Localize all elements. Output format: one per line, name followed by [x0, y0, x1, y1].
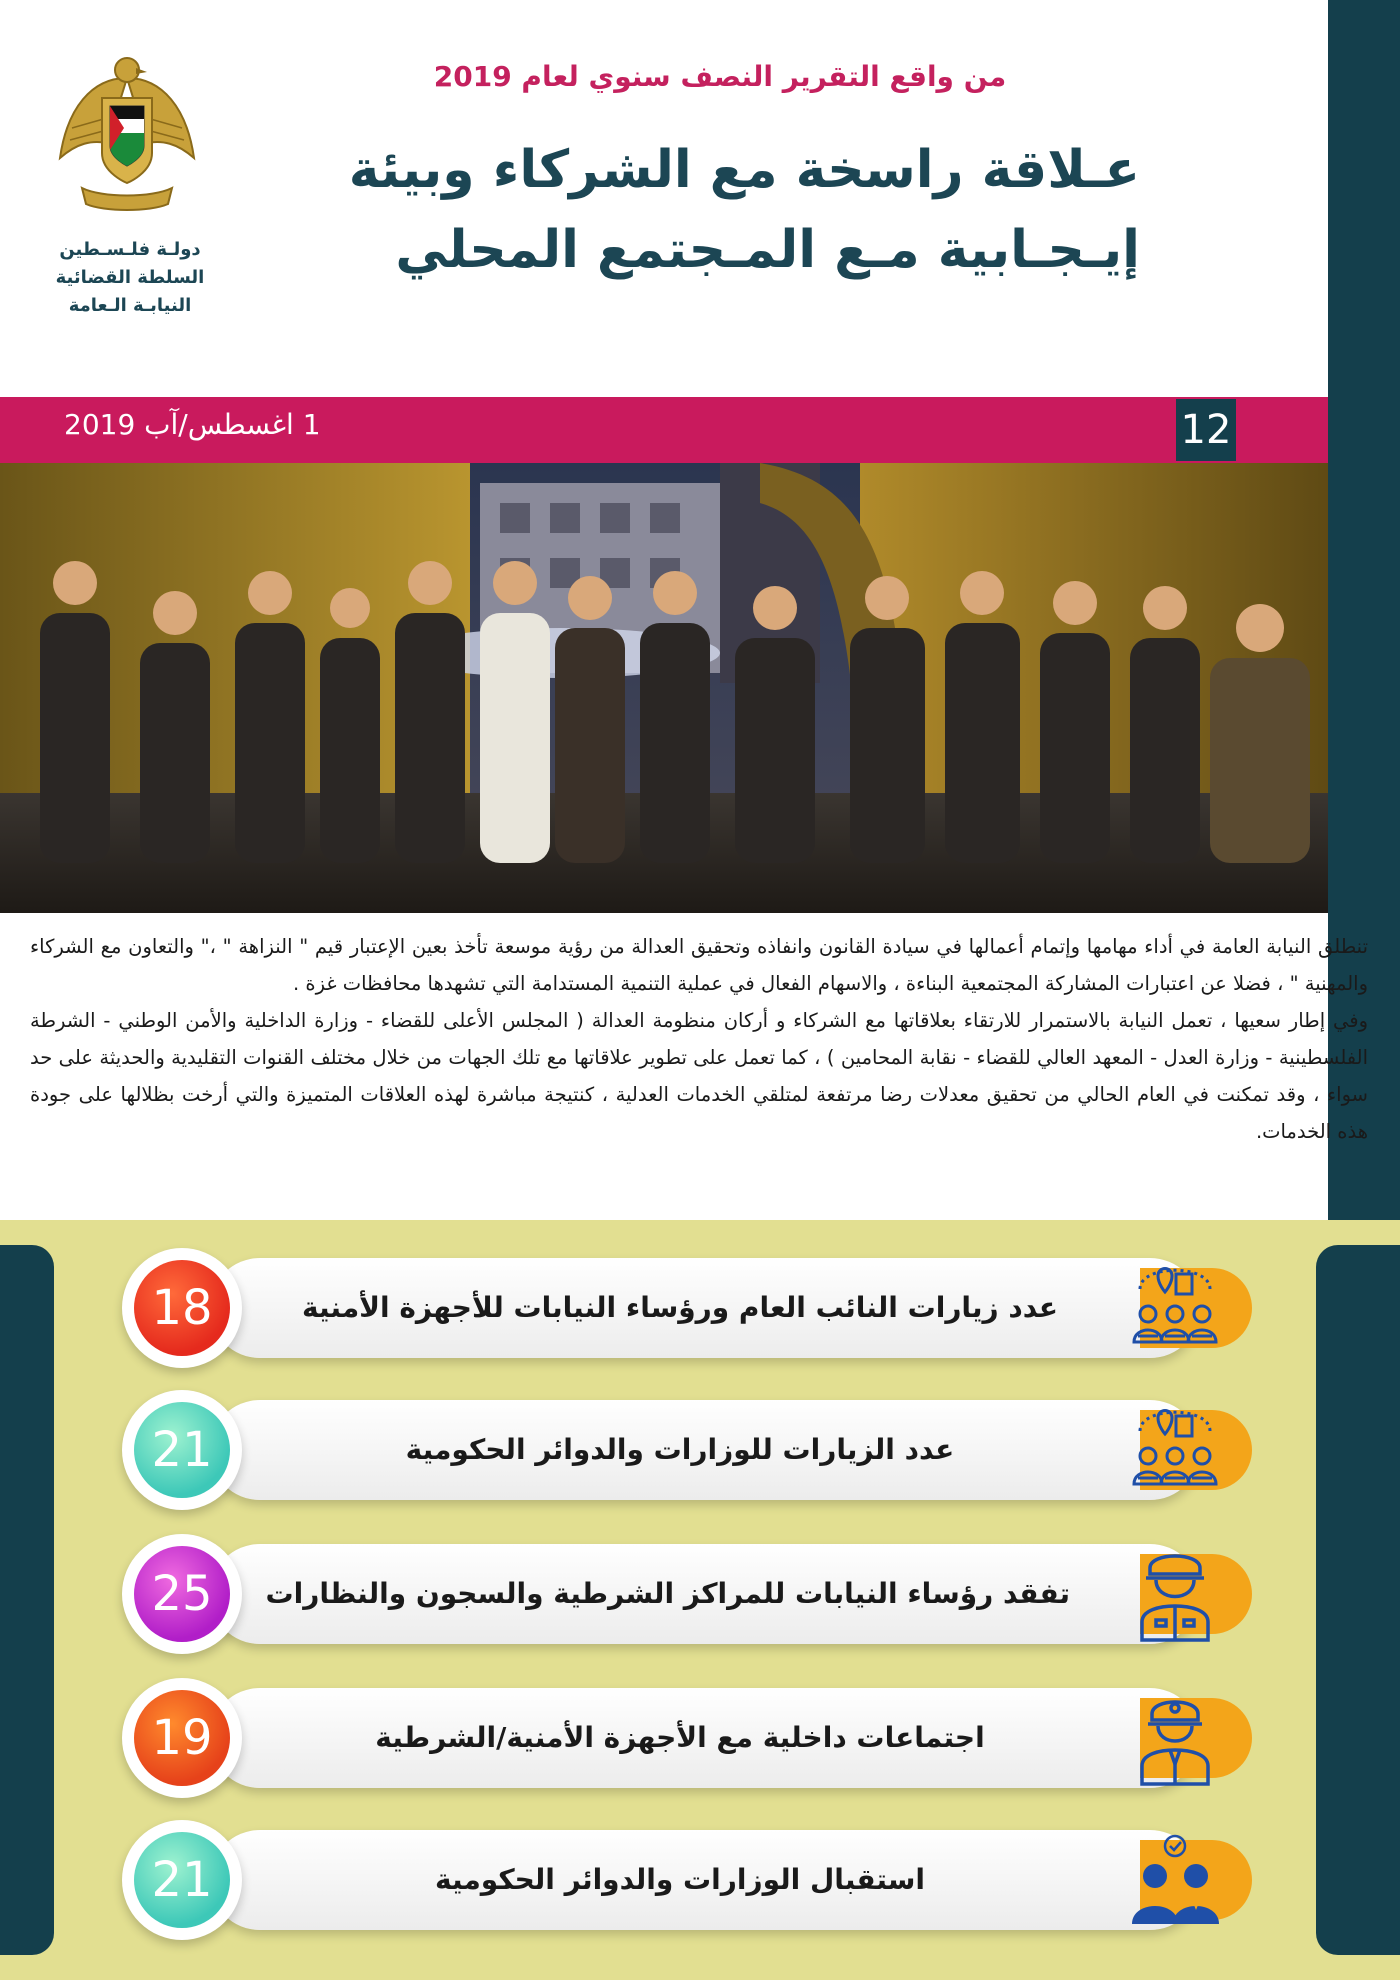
- article-paragraph-2: وفي إطار سعيها ، تعمل النيابة بالاستمرار للارتقاء بعلاقاتها مع الشركاء و أركان منظومة العدالة ( المجلس الأعلى للقضاء - وزارة الداخلية والأمن الوطني - الشرطة الفلسطينية - وزارة العدل - المعهد العالي للقضاء - نقابة المحامين ) ، كما تعمل على تطوير علاقاتها مع تلك الجهات من خلال مختلف القنوات التقليدية والحديثة على حد سواء ، وقد تمكنت في العام الحالي من تحقيق معدلات رضا مرتفعة لمتلقي الخدمات العدلية ، كنتيجة مباشرة لهذه العلاقات المتميزة والتي أرخت بظلالها على جودة هذه الخدمات.: [30, 1009, 1368, 1143]
- stat-ring: [122, 1534, 242, 1654]
- stat-ring: [122, 1820, 242, 1940]
- stat-value: 21: [134, 1832, 230, 1928]
- title-line-2: إيـجـابية مـع المـجتمع المحلي: [395, 220, 1140, 280]
- stat-row: [120, 1676, 1240, 1796]
- org-line-judiciary: السلطة القضائية: [55, 267, 205, 288]
- article-paragraph-1: تنطلق النيابة العامة في أداء مهامها وإتمام أعمالها في سيادة القانون وانفاذه وتحقيق العدالة من رؤية موسعة تأخذ بعين الإعتبار قيم " النزاهة " ،" والتعاون مع الشركاء والمهنية " ، فضلا عن اعتبارات المشاركة المجتمعية البناءة ، والاسهام الفعال في عملية التنمية المستدامة التي تشهدها محافظات غزة .: [30, 935, 1368, 995]
- left-side-panel: [0, 1245, 54, 1955]
- stat-label: تفقد رؤساء النيابات للمراكز الشرطية والسجون والنظارات: [265, 1577, 1070, 1610]
- title-line-1: عـلاقة راسخة مع الشركاء وبيئة: [348, 140, 1140, 200]
- stat-ring: [122, 1678, 242, 1798]
- stat-value: 19: [134, 1690, 230, 1786]
- meeting-people-icon: [1120, 1826, 1230, 1936]
- stat-label: اجتماعات داخلية مع الأجهزة الأمنية/الشرطية: [375, 1721, 985, 1754]
- stat-value: 21: [134, 1402, 230, 1498]
- stat-label: عدد الزيارات للوزارات والدوائر الحكومية: [405, 1433, 955, 1466]
- stat-row: [120, 1532, 1240, 1652]
- location-group-icon: [1120, 1254, 1230, 1364]
- stat-label: عدد زيارات النائب العام ورؤساء النيابات للأجهزة الأمنية: [301, 1291, 1058, 1324]
- page-title: [300, 130, 1140, 290]
- stat-label: استقبال الوزارات والدوائر الحكومية: [435, 1863, 925, 1896]
- stat-value: 18: [134, 1260, 230, 1356]
- stat-row: [120, 1246, 1240, 1366]
- stat-value: 25: [134, 1546, 230, 1642]
- report-kicker: من واقع التقرير النصف سنوي لعام 2019: [433, 60, 1007, 93]
- stat-row: [120, 1388, 1240, 1508]
- page-number: 12: [1176, 399, 1236, 461]
- location-group-icon: [1120, 1396, 1230, 1506]
- org-line-prosecution: النيابـة الـعامة: [68, 295, 192, 316]
- palestine-emblem-logo: [52, 48, 202, 218]
- stat-row: [120, 1818, 1240, 1938]
- article-body: [30, 928, 1368, 1150]
- police-officer-icon: [1120, 1540, 1230, 1650]
- right-side-panel: [1316, 1245, 1400, 1955]
- organization-name: [30, 236, 230, 320]
- org-line-state: دولـة فلـسـطين: [59, 239, 201, 260]
- police-officer-icon: [1120, 1684, 1230, 1794]
- group-photo: [0, 463, 1328, 913]
- stat-ring: [122, 1390, 242, 1510]
- stat-ring: [122, 1248, 242, 1368]
- issue-date: 1 اغسطس/آب 2019: [64, 408, 321, 441]
